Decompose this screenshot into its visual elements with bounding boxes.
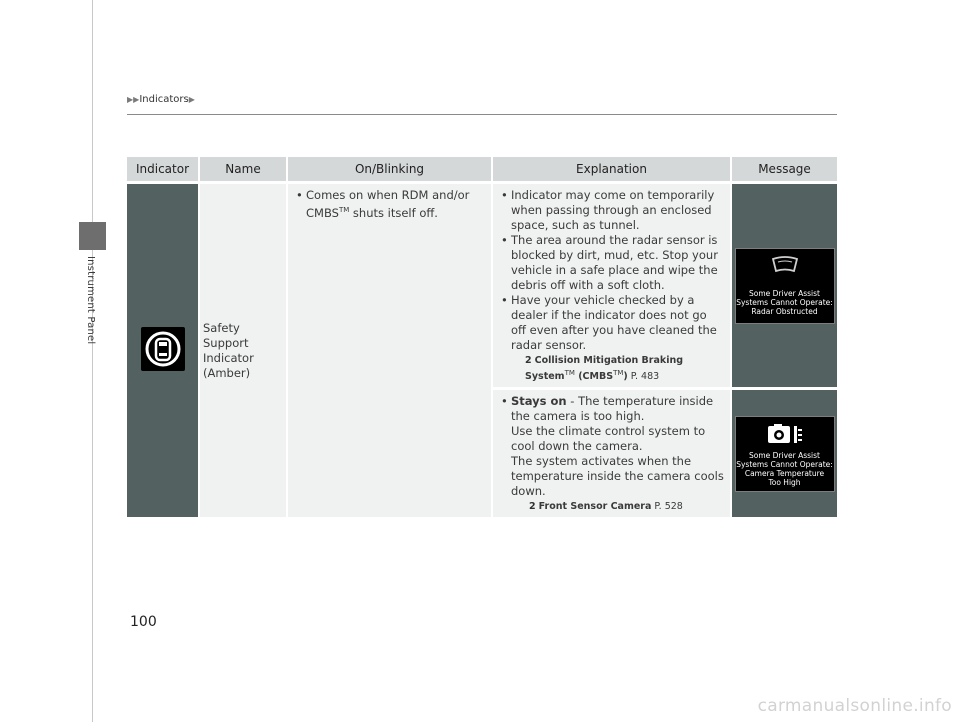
message-line-1: Some Driver Assist	[749, 450, 820, 460]
stays-on-text: - The temperature inside the camera is too high.	[511, 394, 714, 424]
message-line-2: Systems Cannot Operate:	[736, 297, 833, 307]
explanation-bullet-text: Have your vehicle checked by a dealer if the indicator does not go off even after you have cleaned the radar sensor.	[511, 293, 717, 352]
watermark: carmanualsonline.info	[757, 696, 952, 716]
name-line-2: Indicator	[203, 350, 254, 365]
bullet-icon: •	[501, 293, 508, 307]
column-header-message: Message	[732, 157, 837, 181]
stays-on-label: Stays on	[511, 394, 567, 409]
explanation-para: The system activates when the temperature inside the camera cools down.	[511, 454, 724, 499]
column-header-on-blinking: On/Blinking	[288, 157, 493, 181]
bullet-icon: •	[296, 188, 303, 202]
on-blinking-line-1: Comes on when RDM and/or	[306, 188, 470, 202]
column-header-name: Name	[200, 157, 288, 181]
reference-title-close: )	[623, 371, 628, 383]
radar-sensor-icon	[770, 255, 800, 275]
sidebar-rule	[92, 0, 93, 722]
bullet-icon: •	[501, 233, 508, 247]
reference-title-line-1: Collision Mitigation Braking	[534, 355, 684, 366]
message-line-3: Camera Temperature	[744, 468, 825, 478]
trademark-sup: TM	[613, 369, 624, 377]
explanation-bullet	[501, 188, 724, 233]
message-line-3: Radar Obstructed	[751, 306, 818, 316]
reference-page: P. 528	[651, 501, 683, 513]
column-header-explanation: Explanation	[493, 157, 732, 181]
table-row	[127, 181, 837, 387]
page-number: 100	[130, 614, 157, 630]
explanation-bullet	[501, 233, 724, 293]
safety-support-car-icon	[141, 327, 185, 371]
reference-title-system: System	[525, 371, 565, 383]
explanation-cell-radar	[493, 181, 732, 387]
double-arrow-icon: ▶▶	[127, 95, 140, 104]
reference-arrow-icon: 2	[529, 501, 536, 513]
indicator-table	[127, 157, 837, 517]
header-divider	[127, 114, 837, 115]
column-header-indicator: Indicator	[127, 157, 200, 181]
message-line-4: Too High	[768, 477, 801, 487]
arrow-icon: ▶	[188, 95, 195, 104]
reference-title: Front Sensor Camera	[538, 501, 652, 513]
message-cell-camera	[732, 387, 837, 517]
explanation-bullet-text: The area around the radar sensor is blocked by dirt, mud, etc. Stop your vehicle in a safe place and wipe the debris off with a soft cloth.	[511, 233, 718, 292]
indicator-cell	[127, 181, 200, 517]
camera-temperature-message-screen	[735, 416, 835, 492]
explanation-cell-camera	[493, 387, 732, 517]
reference-arrow-icon: 2	[525, 355, 532, 366]
on-blinking-cmbs: CMBS	[306, 205, 339, 220]
bullet-icon: •	[501, 394, 508, 409]
breadcrumb	[127, 94, 195, 105]
on-blinking-bullet	[296, 188, 485, 221]
message-line-1: Some Driver Assist	[749, 288, 820, 298]
trademark-sup: TM	[338, 206, 350, 214]
table-header-row	[127, 157, 837, 181]
explanation-para: Use the climate control system to cool down the camera.	[511, 424, 706, 454]
message-line-2: Systems Cannot Operate:	[736, 459, 833, 469]
explanation-bullet	[501, 394, 724, 424]
radar-obstructed-message-screen	[735, 248, 835, 324]
name-line-3: (Amber)	[203, 365, 251, 380]
name-line-1: Safety Support	[203, 320, 249, 350]
name-cell	[200, 181, 288, 517]
reference-page: P. 483	[627, 371, 660, 383]
explanation-bullet-text: Indicator may come on temporarily when passing through an enclosed space, such as tunnel.	[511, 188, 715, 232]
camera-temperature-icon	[767, 423, 803, 445]
message-cell-radar	[732, 181, 837, 387]
trademark-sup: TM	[564, 369, 575, 377]
bullet-icon: •	[501, 188, 508, 202]
on-blinking-cell	[288, 181, 493, 517]
on-blinking-line-2: shuts itself off.	[349, 205, 438, 220]
reference-title-cmbs: (CMBS	[574, 371, 614, 383]
cross-reference-front-camera[interactable]	[501, 500, 724, 513]
breadcrumb-indicators-link[interactable]: Indicators	[139, 94, 189, 105]
explanation-bullet	[501, 293, 724, 353]
cross-reference-cmbs[interactable]	[501, 354, 724, 383]
section-label: Instrument Panel	[85, 256, 96, 345]
section-tab-marker	[79, 222, 106, 250]
